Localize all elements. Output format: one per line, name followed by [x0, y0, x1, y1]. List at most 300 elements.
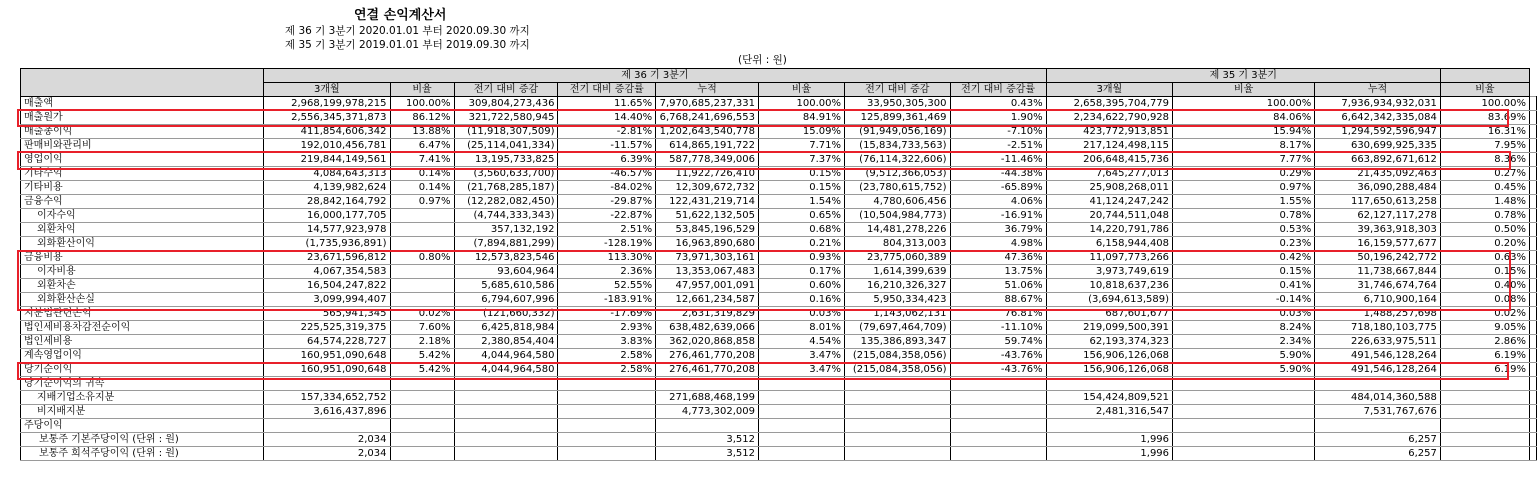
- table-row: [21, 447, 1537, 461]
- table-cell: (3,694,613,589): [1046, 293, 1172, 307]
- column-header: 전기 대비 증감률: [558, 83, 656, 97]
- table-cell: 13.88%: [390, 125, 454, 139]
- table-cell: 88.67%: [950, 293, 1046, 307]
- table-cell: 16,159,577,677: [1315, 237, 1441, 251]
- table-cell: 100.00%: [390, 97, 454, 111]
- table-cell: 225,525,319,375: [264, 321, 390, 335]
- table-cell: 73,971,303,161: [656, 251, 759, 265]
- table-cell: 0.02%: [1440, 307, 1529, 321]
- table-cell: [558, 433, 656, 447]
- period-prior: 제 35 기 3분기 2019.01.01 부터 2019.09.30 까지: [285, 39, 530, 51]
- table-cell: [390, 391, 454, 405]
- table-cell: 11,097,773,266: [1046, 251, 1172, 265]
- table-cell: 0.80%: [390, 251, 454, 265]
- table-cell: 0.78%: [1173, 209, 1315, 223]
- table-cell: 0.93%: [759, 251, 845, 265]
- table-cell: 84.06%: [1173, 111, 1315, 125]
- table-cell: [1173, 391, 1315, 405]
- table-cell: 14,481,278,226: [845, 223, 950, 237]
- blank-cell: [1530, 195, 1537, 209]
- table-cell: [390, 279, 454, 293]
- table-cell: 7.77%: [1173, 153, 1315, 167]
- table-cell: 6,768,241,696,553: [656, 111, 759, 125]
- table-cell: 217,124,498,115: [1046, 139, 1172, 153]
- table-cell: [390, 405, 454, 419]
- table-cell: [558, 447, 656, 461]
- table-row: [21, 153, 1537, 167]
- table-cell: 36,090,288,484: [1315, 181, 1441, 195]
- table-cell: 2.51%: [558, 223, 656, 237]
- table-row: [21, 433, 1537, 447]
- table-cell: 1,614,399,639: [845, 265, 950, 279]
- table-cell: 491,546,128,264: [1315, 363, 1441, 377]
- table-cell: 15.09%: [759, 125, 845, 139]
- table-cell: (3,560,633,700): [454, 167, 558, 181]
- table-row: [21, 335, 1537, 349]
- table-cell: 11,738,667,844: [1315, 265, 1441, 279]
- table-cell: 2.18%: [390, 335, 454, 349]
- table-cell: 0.02%: [390, 307, 454, 321]
- row-label: 지분법관련손익: [21, 307, 264, 321]
- row-label: 금융수익: [21, 195, 264, 209]
- table-cell: -43.76%: [950, 349, 1046, 363]
- table-cell: 157,334,652,752: [264, 391, 390, 405]
- table-cell: 1,996: [1046, 447, 1172, 461]
- table-cell: 0.17%: [759, 265, 845, 279]
- table-cell: [656, 419, 759, 433]
- table-cell: 357,132,192: [454, 223, 558, 237]
- table-cell: 11,922,726,410: [656, 167, 759, 181]
- column-header: 비율: [390, 83, 454, 97]
- table-cell: 1,143,062,131: [845, 307, 950, 321]
- row-label: 주당이익: [21, 419, 264, 433]
- table-cell: 0.43%: [950, 97, 1046, 111]
- table-cell: [390, 377, 454, 391]
- table-cell: 4.54%: [759, 335, 845, 349]
- table-cell: 718,180,103,775: [1315, 321, 1441, 335]
- table-cell: [950, 433, 1046, 447]
- blank-cell: [1530, 111, 1537, 125]
- blank-cell: [1530, 167, 1537, 181]
- table-cell: -65.89%: [950, 181, 1046, 195]
- table-cell: 9.05%: [1440, 321, 1529, 335]
- table-cell: [759, 405, 845, 419]
- table-cell: 0.97%: [390, 195, 454, 209]
- table-row: [21, 195, 1537, 209]
- table-cell: -2.51%: [950, 139, 1046, 153]
- table-cell: 16,504,247,822: [264, 279, 390, 293]
- page-title: 연결 손익계산서: [354, 8, 447, 23]
- table-cell: 6.19%: [1440, 363, 1529, 377]
- table-cell: 23,775,060,389: [845, 251, 950, 265]
- table-cell: 271,688,468,199: [656, 391, 759, 405]
- table-cell: [1173, 405, 1315, 419]
- row-label: 기타수익: [21, 167, 264, 181]
- table-row: [21, 181, 1537, 195]
- table-cell: [759, 419, 845, 433]
- table-cell: 687,601,677: [1046, 307, 1172, 321]
- table-cell: 6.39%: [558, 153, 656, 167]
- group-header-current: 제 36 기 3분기: [264, 69, 1047, 83]
- table-cell: 39,363,918,303: [1315, 223, 1441, 237]
- table-cell: 6.47%: [390, 139, 454, 153]
- column-header: 비율: [759, 83, 845, 97]
- table-cell: 638,482,639,066: [656, 321, 759, 335]
- table-cell: 8.36%: [1440, 153, 1529, 167]
- table-cell: 14.40%: [558, 111, 656, 125]
- row-label: 이자비용: [21, 265, 264, 279]
- row-label: 매출총이익: [21, 125, 264, 139]
- table-cell: 0.42%: [1173, 251, 1315, 265]
- row-label: 지배기업소유지분: [21, 391, 264, 405]
- column-header: 누적: [656, 83, 759, 97]
- table-cell: 1,996: [1046, 433, 1172, 447]
- table-cell: 276,461,770,208: [656, 363, 759, 377]
- blank-cell: [1530, 363, 1537, 377]
- table-cell: 15.94%: [1173, 125, 1315, 139]
- row-label: 외화환산손실: [21, 293, 264, 307]
- table-cell: -2.81%: [558, 125, 656, 139]
- table-cell: 3,099,994,407: [264, 293, 390, 307]
- table-cell: [845, 405, 950, 419]
- row-label: 매출액: [21, 97, 264, 111]
- table-cell: [759, 447, 845, 461]
- table-cell: 47.36%: [950, 251, 1046, 265]
- table-cell: 154,424,809,521: [1046, 391, 1172, 405]
- row-label: 영업이익: [21, 153, 264, 167]
- table-cell: (79,697,464,709): [845, 321, 950, 335]
- table-cell: 6,642,342,335,084: [1315, 111, 1441, 125]
- table-cell: 16,210,326,327: [845, 279, 950, 293]
- table-cell: 6,794,607,996: [454, 293, 558, 307]
- blank-cell: [1530, 335, 1537, 349]
- table-cell: 0.20%: [1440, 237, 1529, 251]
- column-header: 누적: [1315, 83, 1441, 97]
- table-cell: 0.41%: [1173, 279, 1315, 293]
- table-cell: 3.47%: [759, 363, 845, 377]
- table-cell: [950, 405, 1046, 419]
- table-cell: -46.57%: [558, 167, 656, 181]
- table-cell: -84.02%: [558, 181, 656, 195]
- table-cell: [845, 433, 950, 447]
- table-cell: -0.14%: [1173, 293, 1315, 307]
- blank-cell: [1530, 321, 1537, 335]
- table-cell: [950, 419, 1046, 433]
- table-cell: 0.14%: [390, 181, 454, 195]
- group-header-prior: 제 35 기 3분기: [1046, 69, 1440, 83]
- table-row: [21, 223, 1537, 237]
- table-cell: [390, 265, 454, 279]
- table-cell: 1.55%: [1173, 195, 1315, 209]
- table-cell: 226,633,975,511: [1315, 335, 1441, 349]
- table-cell: 6.19%: [1440, 349, 1529, 363]
- table-cell: -17.69%: [558, 307, 656, 321]
- table-cell: 7.37%: [759, 153, 845, 167]
- table-cell: [264, 419, 390, 433]
- table-cell: 7,936,934,932,031: [1315, 97, 1441, 111]
- blank-cell: [1530, 447, 1537, 461]
- column-header: 전기 대비 증감: [454, 83, 558, 97]
- table-cell: -43.76%: [950, 363, 1046, 377]
- table-cell: [845, 419, 950, 433]
- table-cell: 8.24%: [1173, 321, 1315, 335]
- table-cell: 6,257: [1315, 447, 1441, 461]
- table-cell: 4.06%: [950, 195, 1046, 209]
- unit-label: (단위 : 원): [738, 54, 787, 66]
- table-cell: 411,854,606,342: [264, 125, 390, 139]
- table-row: [21, 419, 1537, 433]
- table-cell: 192,010,456,781: [264, 139, 390, 153]
- table-cell: 28,842,164,792: [264, 195, 390, 209]
- blank-cell: [1530, 153, 1537, 167]
- table-cell: 5.90%: [1173, 363, 1315, 377]
- column-header: 3개월: [1046, 83, 1172, 97]
- table-cell: [1046, 419, 1172, 433]
- table-cell: [264, 377, 390, 391]
- table-row: [21, 307, 1537, 321]
- table-cell: 4,067,354,583: [264, 265, 390, 279]
- table-row: [21, 97, 1537, 111]
- table-cell: 2,034: [264, 433, 390, 447]
- table-cell: 1,294,592,596,947: [1315, 125, 1441, 139]
- table-cell: 36.79%: [950, 223, 1046, 237]
- table-row: [21, 321, 1537, 335]
- table-cell: (4,744,333,343): [454, 209, 558, 223]
- table-row: [21, 349, 1537, 363]
- table-cell: 16,963,890,680: [656, 237, 759, 251]
- table-cell: [759, 377, 845, 391]
- table-cell: (215,084,358,056): [845, 363, 950, 377]
- table-cell: 2.36%: [558, 265, 656, 279]
- table-cell: 0.27%: [1440, 167, 1529, 181]
- table-cell: (10,504,984,773): [845, 209, 950, 223]
- table-cell: [845, 391, 950, 405]
- table-row: [21, 265, 1537, 279]
- table-cell: 0.53%: [1173, 223, 1315, 237]
- column-header: 비율: [1440, 83, 1529, 97]
- blank-cell: [1530, 293, 1537, 307]
- table-cell: [1440, 433, 1529, 447]
- blank-cell: [1530, 237, 1537, 251]
- table-cell: 100.00%: [1440, 97, 1529, 111]
- table-cell: -183.91%: [558, 293, 656, 307]
- table-cell: 1,488,257,698: [1315, 307, 1441, 321]
- table-cell: 13,195,733,825: [454, 153, 558, 167]
- table-cell: [1173, 419, 1315, 433]
- table-cell: 13,353,067,483: [656, 265, 759, 279]
- table-cell: [845, 377, 950, 391]
- row-label: 보통주 기본주당이익 (단위 : 원): [21, 433, 264, 447]
- table-cell: 59.74%: [950, 335, 1046, 349]
- table-row: [21, 363, 1537, 377]
- row-label: 외화환산이익: [21, 237, 264, 251]
- table-cell: 84.91%: [759, 111, 845, 125]
- table-cell: 6,425,818,984: [454, 321, 558, 335]
- table-cell: 5.90%: [1173, 349, 1315, 363]
- row-label: 판매비와관리비: [21, 139, 264, 153]
- table-cell: 52.55%: [558, 279, 656, 293]
- table-cell: [454, 391, 558, 405]
- table-cell: 2.34%: [1173, 335, 1315, 349]
- table-cell: 53,845,196,529: [656, 223, 759, 237]
- table-cell: 12,573,823,546: [454, 251, 558, 265]
- table-cell: 13.75%: [950, 265, 1046, 279]
- table-cell: 51.06%: [950, 279, 1046, 293]
- table-cell: 614,865,191,722: [656, 139, 759, 153]
- table-row: [21, 139, 1537, 153]
- row-label: 당기순이익: [21, 363, 264, 377]
- table-cell: 64,574,228,727: [264, 335, 390, 349]
- table-cell: -29.87%: [558, 195, 656, 209]
- table-cell: 276,461,770,208: [656, 349, 759, 363]
- row-label: 비지배지분: [21, 405, 264, 419]
- table-cell: 0.14%: [390, 167, 454, 181]
- table-cell: (1,735,936,891): [264, 237, 390, 251]
- table-cell: 491,546,128,264: [1315, 349, 1441, 363]
- table-cell: 33,950,305,300: [845, 97, 950, 111]
- table-cell: 25,908,268,011: [1046, 181, 1172, 195]
- blank-cell: [1530, 405, 1537, 419]
- table-cell: 4,773,302,009: [656, 405, 759, 419]
- table-cell: 1.48%: [1440, 195, 1529, 209]
- row-label: 법인세비용차감전순이익: [21, 321, 264, 335]
- table-cell: 47,957,001,091: [656, 279, 759, 293]
- table-cell: 160,951,090,648: [264, 349, 390, 363]
- row-label: 외환차익: [21, 223, 264, 237]
- table-cell: 0.68%: [759, 223, 845, 237]
- table-cell: 7.95%: [1440, 139, 1529, 153]
- column-header: 전기 대비 증감률: [950, 83, 1046, 97]
- table-cell: 4,780,606,456: [845, 195, 950, 209]
- table-cell: (7,894,881,299): [454, 237, 558, 251]
- table-cell: 51,622,132,505: [656, 209, 759, 223]
- table-cell: 122,431,219,714: [656, 195, 759, 209]
- row-label: 법인세비용: [21, 335, 264, 349]
- table-cell: 156,906,126,068: [1046, 363, 1172, 377]
- table-cell: [558, 377, 656, 391]
- table-cell: [1440, 405, 1529, 419]
- table-cell: -7.10%: [950, 125, 1046, 139]
- table-row: [21, 377, 1537, 391]
- blank-cell: [1530, 433, 1537, 447]
- table-cell: 7,531,767,676: [1315, 405, 1441, 419]
- table-cell: 62,127,117,278: [1315, 209, 1441, 223]
- table-cell: 62,193,374,323: [1046, 335, 1172, 349]
- table-cell: 2,631,319,829: [656, 307, 759, 321]
- table-cell: 4.98%: [950, 237, 1046, 251]
- table-cell: 565,941,345: [264, 307, 390, 321]
- table-cell: 2.93%: [558, 321, 656, 335]
- table-cell: 0.78%: [1440, 209, 1529, 223]
- table-cell: [950, 391, 1046, 405]
- table-cell: 3,512: [656, 433, 759, 447]
- table-cell: 2,481,316,547: [1046, 405, 1172, 419]
- blank-cell: [1530, 97, 1537, 111]
- table-cell: 117,650,613,258: [1315, 195, 1441, 209]
- table-cell: 76.81%: [950, 307, 1046, 321]
- table-cell: [390, 223, 454, 237]
- row-label: 계속영업이익: [21, 349, 264, 363]
- table-cell: (91,949,056,169): [845, 125, 950, 139]
- table-cell: 0.97%: [1173, 181, 1315, 195]
- blank-cell: [1530, 377, 1537, 391]
- table-cell: 135,386,893,347: [845, 335, 950, 349]
- table-cell: 21,435,092,463: [1315, 167, 1441, 181]
- table-row: [21, 111, 1537, 125]
- blank-cell: [1530, 251, 1537, 265]
- table-cell: 206,648,415,736: [1046, 153, 1172, 167]
- table-cell: 2,968,199,978,215: [264, 97, 390, 111]
- table-cell: (215,084,358,056): [845, 349, 950, 363]
- table-cell: 0.60%: [759, 279, 845, 293]
- table-cell: 7.60%: [390, 321, 454, 335]
- row-label: 이자수익: [21, 209, 264, 223]
- table-cell: [390, 293, 454, 307]
- table-cell: 125,899,361,469: [845, 111, 950, 125]
- table-cell: 6,158,944,408: [1046, 237, 1172, 251]
- table-cell: (21,768,285,187): [454, 181, 558, 195]
- blank-cell: [1530, 279, 1537, 293]
- blank-cell: [1530, 125, 1537, 139]
- table-cell: [390, 237, 454, 251]
- table-cell: [1440, 447, 1529, 461]
- table-cell: 219,099,500,391: [1046, 321, 1172, 335]
- table-cell: 1.90%: [950, 111, 1046, 125]
- blank-cell: [1530, 307, 1537, 321]
- corner-cell: [21, 69, 264, 97]
- table-cell: 7.41%: [390, 153, 454, 167]
- column-header: 전기 대비 증감: [845, 83, 950, 97]
- table-cell: 12,661,234,587: [656, 293, 759, 307]
- table-cell: [1315, 377, 1441, 391]
- table-cell: 14,577,923,978: [264, 223, 390, 237]
- income-statement-table: [20, 68, 1537, 461]
- table-cell: 31,746,674,764: [1315, 279, 1441, 293]
- table-cell: 4,044,964,580: [454, 349, 558, 363]
- table-cell: 20,744,511,048: [1046, 209, 1172, 223]
- table-cell: 50,196,242,772: [1315, 251, 1441, 265]
- blank-cell: [1530, 139, 1537, 153]
- table-row: [21, 405, 1537, 419]
- table-cell: 484,014,360,588: [1315, 391, 1441, 405]
- group-header-blank: [1440, 69, 1529, 83]
- table-cell: 14,220,791,786: [1046, 223, 1172, 237]
- table-cell: 7,645,277,013: [1046, 167, 1172, 181]
- table-cell: 0.15%: [1440, 265, 1529, 279]
- table-cell: [1440, 391, 1529, 405]
- table-cell: 4,084,643,313: [264, 167, 390, 181]
- table-cell: [1315, 419, 1441, 433]
- table-cell: [1440, 377, 1529, 391]
- table-cell: [454, 419, 558, 433]
- table-cell: 6,257: [1315, 433, 1441, 447]
- table-cell: 3,512: [656, 447, 759, 461]
- table-cell: 0.03%: [1173, 307, 1315, 321]
- table-cell: [558, 419, 656, 433]
- table-cell: [759, 433, 845, 447]
- table-cell: 93,604,964: [454, 265, 558, 279]
- table-cell: [1440, 419, 1529, 433]
- table-cell: -11.57%: [558, 139, 656, 153]
- table-cell: 7.71%: [759, 139, 845, 153]
- table-cell: (11,918,307,509): [454, 125, 558, 139]
- table-row: [21, 251, 1537, 265]
- table-cell: 663,892,671,612: [1315, 153, 1441, 167]
- row-label: 보통주 희석주당이익 (단위 : 원): [21, 447, 264, 461]
- table-cell: 2.58%: [558, 349, 656, 363]
- table-cell: (76,114,322,606): [845, 153, 950, 167]
- blank-cell: [1530, 181, 1537, 195]
